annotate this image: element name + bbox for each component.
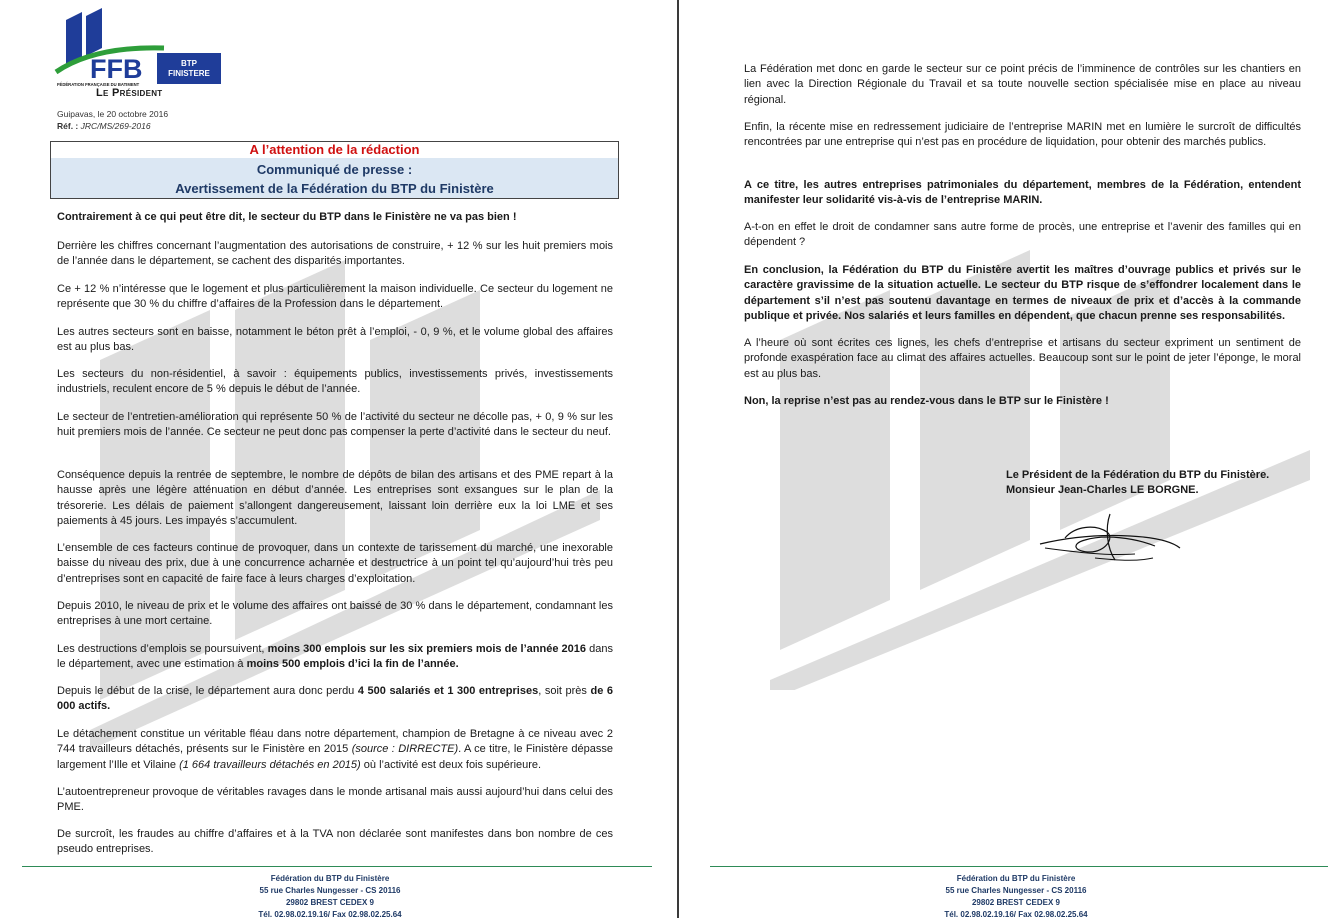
footer-city: 29802 BREST CEDEX 9 <box>285 898 375 907</box>
footer-street: 55 rue Charles Nungesser - CS 20116 <box>259 886 401 895</box>
footer-phone: Tél. 02.98.02.19.16/ Fax 02.98.02.25.64 <box>258 910 402 918</box>
paragraph: Le secteur de l’entretien-amélioration qui représente 50 % de l’activité du secteur ne décolle pas, + 0, 9 % sur les huit premiers mois de l’année. Ce secteur ne peut donc pas compenser la perte d’activité dans le secteur du neuf. <box>57 411 613 439</box>
press-release-title: Avertissement de la Fédération du BTP du Finistère <box>175 181 494 196</box>
paragraph: Depuis 2010, le niveau de prix et le volume des affaires ont baissé de 30 % dans le département, condamnant les entreprises à une mort certaine. <box>57 600 613 628</box>
paragraph: Le détachement constitue un véritable fléau dans notre département, champion de Bretagne à ce niveau avec 2 744 travailleurs détachés, présents sur le Finistère en 2015 (source : DIRRECTE). A ce titre, le Finistère dépasse largement l’Ille et Vilaine (1 664 travailleurs détachés en 2015) où l’activité est deux fois supérieure. <box>57 728 613 771</box>
signoff <box>1006 468 1269 499</box>
place-date: Guipavas, le 20 octobre 2016 <box>57 109 169 119</box>
paragraph: Non, la reprise n’est pas au rendez-vous dans le BTP sur le Finistère ! <box>744 395 1109 407</box>
page-2 <box>680 0 1328 918</box>
paragraph: Les destructions d’emplois se poursuivent, moins 300 emplois sur les six premiers mois de l’année 2016 dans le département, avec une estimation à moins 500 emplois d’ici la fin de l’année. <box>57 643 613 671</box>
paragraph: Conséquence depuis la rentrée de septembre, le nombre de dépôts de bilan des artisans et des PME repart à la hausse après une légère atténuation en début d’année. Les entreprises sont exsangues sur le plan de la trésorerie. Les délais de paiement s’allongent dangereusement, laissant loin derrière eux la loi LME et ses paiements à 45 jours. Les impayés s’accumulent. <box>57 469 613 527</box>
paragraph: Enfin, la récente mise en redressement judiciaire de l’entreprise MARIN met en lumière le surcroît de difficultés rencontrées par une entreprise qui n’est pas en procédure de liquidation, pour obtenir des marchés publics. <box>744 121 1301 149</box>
footer-city: 29802 BREST CEDEX 9 <box>971 898 1061 907</box>
paragraph: Contrairement à ce qui peut être dit, le secteur du BTP dans le Finistère ne va pas bien ! <box>57 211 517 223</box>
footer-phone: Tél. 02.98.02.19.16/ Fax 02.98.02.25.64 <box>944 910 1088 918</box>
paragraph: De surcroît, les fraudes au chiffre d’affaires et à la TVA non déclarée sont manifestes dans bon nombre de ces pseudo entreprises. <box>57 828 613 856</box>
paragraph: A l’heure où sont écrites ces lignes, les chefs d’entreprise et artisans du secteur expriment un sentiment de profonde exaspération face au climat des affaires actuelles. Beaucoup sont sur le point de jeter l’éponge, le moral est au plus bas. <box>744 337 1301 380</box>
logo-box-line2: FINISTERE <box>168 69 210 78</box>
footer-address <box>866 873 1166 918</box>
logo-brand: FFB <box>90 54 143 84</box>
footer-rule <box>710 866 1328 867</box>
footer-address <box>180 873 480 918</box>
press-release-header <box>50 141 619 199</box>
paragraph: A-t-on en effet le droit de condamner sans autre forme de procès, une entreprise et l’avenir des familles qui en dépendent ? <box>744 221 1301 249</box>
reference <box>57 121 151 131</box>
press-release-label: Communiqué de presse : <box>256 162 413 177</box>
footer-org: Fédération du BTP du Finistère <box>270 874 390 883</box>
footer-street: 55 rue Charles Nungesser - CS 20116 <box>945 886 1087 895</box>
reference-value: JRC/MS/269-2016 <box>80 121 151 131</box>
signoff-name: Monsieur Jean-Charles LE BORGNE. <box>1006 484 1199 497</box>
president-label: Le Président <box>96 87 163 99</box>
paragraph: Les secteurs du non-résidentiel, à savoir : équipements publics, investissements privés, investissements industriels, reculent encore de 5 % depuis le début de l’année. <box>57 368 613 396</box>
signoff-title: Le Président de la Fédération du BTP du Finistère. <box>1006 469 1270 481</box>
footer-rule <box>22 866 652 867</box>
paragraph: L’ensemble de ces facteurs continue de provoquer, dans un contexte de tarissement du marché, une inexorable baisse du niveau des prix, due à une concurrence acharnée et destructrice à un point tel qu’aujourd’hui très peu d’entreprises sont en capacité de faire face à leurs charges d’exploitation. <box>57 542 613 585</box>
paragraph: A ce titre, les autres entreprises patrimoniales du département, membres de la Fédération, entendent manifester leur solidarité vis-à-vis de l’entreprise MARIN. <box>744 179 1301 207</box>
reference-label: Réf. : <box>57 121 79 131</box>
paragraph: Depuis le début de la crise, le département aura donc perdu 4 500 salariés et 1 300 entreprises, soit près de 6 000 actifs. <box>57 685 613 713</box>
paragraph: Les autres secteurs sont en baisse, notamment le béton prêt à l’emploi, - 0, 9 %, et le volume global des affaires est au plus bas. <box>57 326 613 354</box>
paragraph: La Fédération met donc en garde le secteur sur ce point précis de l’imminence de contrôles sur les chantiers en lien avec la Direction Régionale du Travail et sa toute nouvelle section spécialisée mise en place au niveau régional. <box>744 63 1301 106</box>
logo-subtitle: FÉDÉRATION FRANÇAISE DU BATIMENT <box>57 82 140 87</box>
signature <box>1035 508 1185 568</box>
paragraph: Derrière les chiffres concernant l’augmentation des autorisations de construire, + 12 % sur les huit premiers mois de l’année dans le département, se cachent des disparités importantes. <box>57 240 613 268</box>
paragraph: L’autoentrepreneur provoque de véritables ravages dans le monde artisanal mais aussi aujourd’hui dans celui des PME. <box>57 786 613 814</box>
attention-line: A l’attention de la rédaction <box>249 142 420 157</box>
page-divider <box>677 0 679 918</box>
paragraph: Ce + 12 % n’intéresse que le logement et plus particulièrement la maison individuelle. Ce secteur du logement ne représente que 30 % du chiffre d’affaires de la Profession dans le département. <box>57 283 613 311</box>
logo-box-line1: BTP <box>181 59 197 68</box>
paragraph: En conclusion, la Fédération du BTP du Finistère avertit les maîtres d’ouvrage publics et privés sur le caractère gravissime de la situation actuelle. Le secteur du BTP risque de s’effondrer localement dans le département s’il n’est pas soutenu davantage en termes de niveaux de prix et d’accès à la commande publique et privée. Nos salariés et leurs familles en dépendent, que chacun prenne ses responsabilités. <box>744 264 1301 322</box>
footer-org: Fédération du BTP du Finistère <box>956 874 1076 883</box>
